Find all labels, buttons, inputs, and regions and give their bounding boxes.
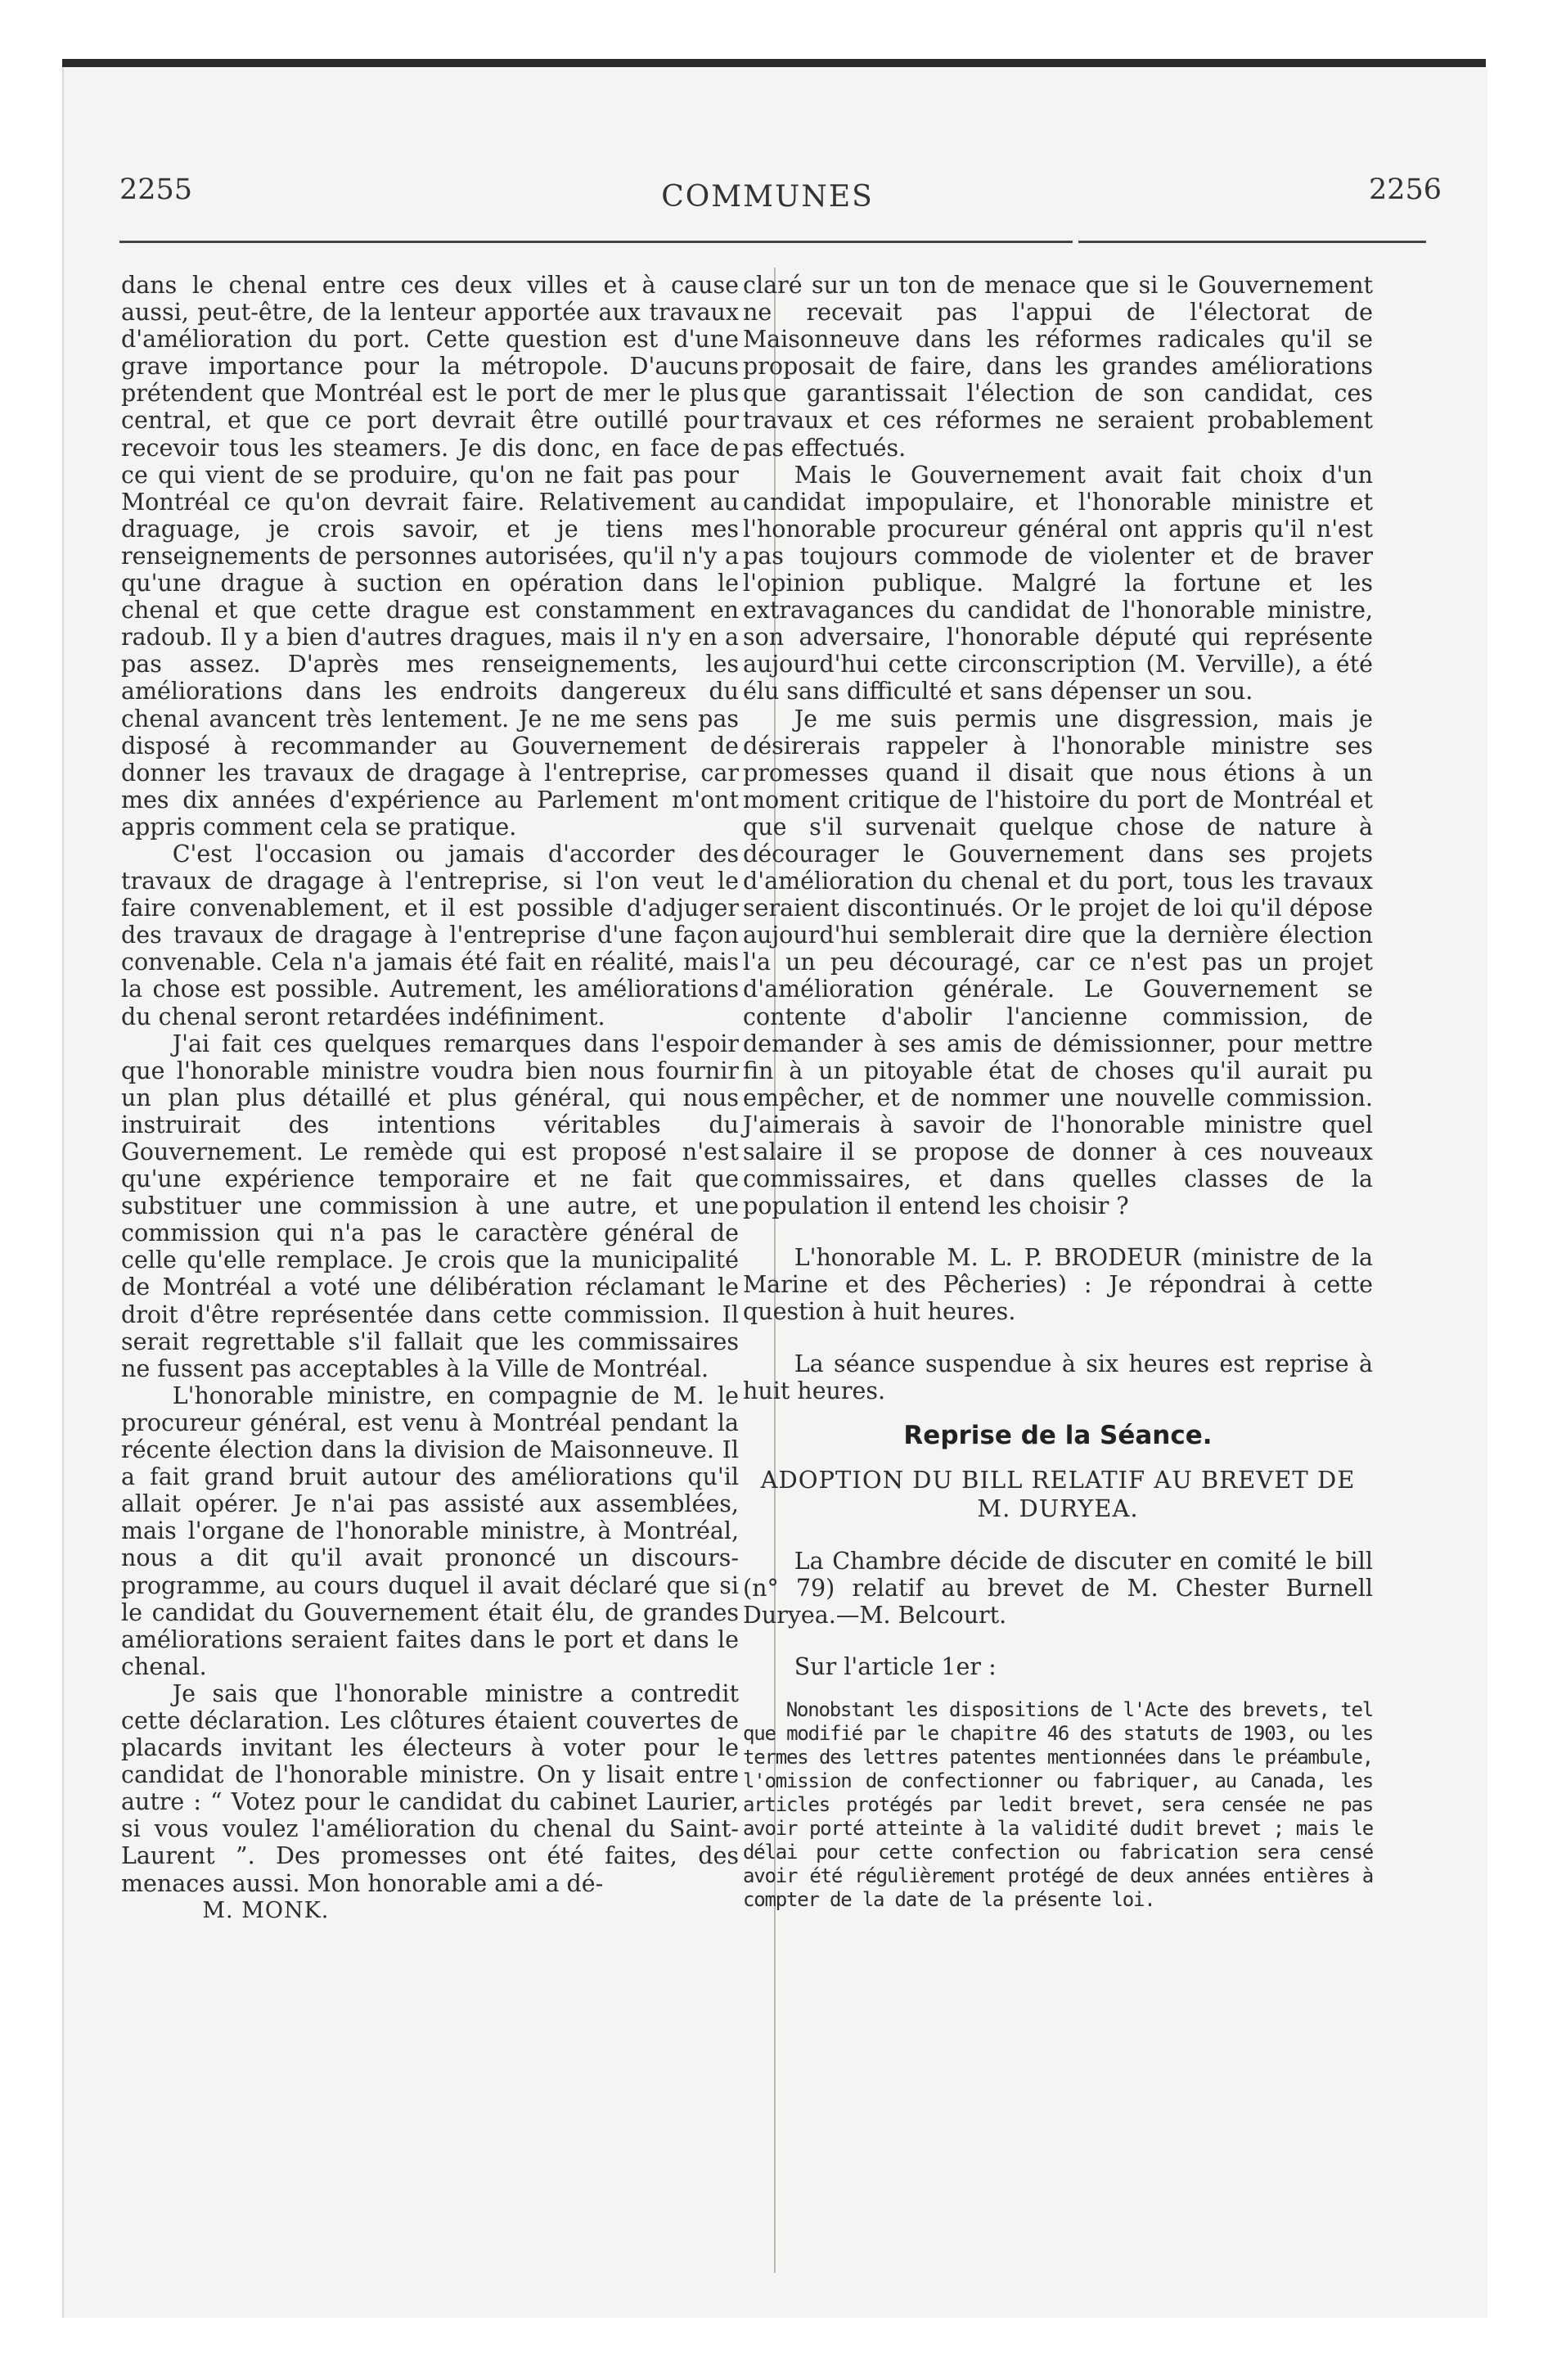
paragraph: Je me suis permis une disgression, mais je désirerais rappeler à l'honorable ministre ses promesses quand il disait que nous étions à un moment critique de l'histoire du port de Montréal et que s'il survenait quelque chose de nature à décourager le Gouvernement dans ses projets d'amélioration du chenal et du port, tous les travaux seraient discontinués. Or le projet de loi qu'il dépose aujourd'hui semblerait dire que la dernière élection l'a un peu découragé, car ce n'est pas un projet d'amélioration générale. Le Gouvernement se contente d'abolir l'ancienne commission, de demander à ses amis de démissionner, pour mettre fin à un pitoyable état de choses qu'il aurait pu empêcher, et de nommer une nouvelle commission. J'aimerais à savoir de l'honorable ministre quel salaire il se propose de donner à ces nouveaux commissaires, et dans quelles classes de la population il entend les choisir ? bbox=[743, 705, 1373, 1220]
header-rule-left bbox=[119, 241, 1073, 243]
paragraph: claré sur un ton de menace que si le Gouvernement ne recevait pas l'appui de l'électorat de Maisonneuve dans les réformes radicales qu'il se proposait de faire, dans les grandes améliorations que garantissait l'élection de son candidat, ces travaux et ces réformes ne seraient probablement pas effectués. bbox=[743, 272, 1373, 462]
paragraph: La Chambre décide de discuter en comité le bill (n° 79) relatif au brevet de M. Chester Burnell Duryea.—M. Belcourt. bbox=[743, 1547, 1373, 1629]
article-intro: Sur l'article 1er : bbox=[794, 1653, 997, 1681]
spacer bbox=[743, 1680, 1373, 1698]
left-column bbox=[121, 272, 739, 1924]
paragraph: La séance suspendue à six heures est reprise à huit heures. bbox=[743, 1350, 1373, 1404]
spacer bbox=[743, 1326, 1373, 1350]
page-number-right: 2256 bbox=[1369, 174, 1442, 206]
paragraph: Je sais que l'honorable ministre a contredit cette déclaration. Les clôtures étaient couvertes de placards invitant les électeurs à voter pour le candidat de l'honorable ministre. On y lisait entre autre : “ Votez pour le candidat du cabinet Laurier, si vous voulez l'amélioration du chenal du Saint-Laurent ”. Des promesses ont été faites, des menaces aussi. Mon honorable ami a dé- bbox=[121, 1679, 739, 1897]
quoted-article: Nonobstant les dispositions de l'Acte des brevets, tel que modifié par le chapitre 46 des statuts de 1903, ou les termes des lettres patentes mentionnées dans le préambule, l'omission de confectionner ou fabriquer, au Canada, les articles protégés par ledit brevet, sera censée ne pas avoir porté atteinte à la validité dudit brevet ; mais le délai pour cette confection ou fabrication sera censé avoir été régulièrement protégé de deux années entières à compter de la date de la présente loi. bbox=[743, 1698, 1373, 1912]
spacer bbox=[743, 1219, 1373, 1244]
page-number-left: 2255 bbox=[119, 174, 193, 206]
section-heading: Reprise de la Séance. bbox=[903, 1420, 1213, 1450]
paragraph: C'est l'occasion ou jamais d'accorder des travaux de dragage à l'entreprise, si l'on veut le faire convenablement, et il est possible d'adjuger des travaux de dragage à l'entreprise d'une façon convenable. Cela n'a jamais été fait en réalité, mais la chose est possible. Autrement, les améliorations du chenal seront retardées indéfiniment. bbox=[121, 840, 739, 1030]
scan-top-border bbox=[62, 59, 1486, 67]
paragraph: dans le chenal entre ces deux villes et à cause aussi, peut-être, de la lenteur apportée aux travaux d'amélioration du port. Cette question est d'une grave importance pour la métropole. D'aucuns prétendent que Montréal est le port de mer le plus central, et que ce port devrait être outillé pour recevoir tous les steamers. Je dis donc, en face de ce qui vient de se produire, qu'on ne fait pas pour Montréal ce qu'on devrait faire. Relativement au draguage, je crois savoir, et je tiens mes renseignements de personnes autorisées, qu'il n'y a qu'une drague à suction en opération dans le chenal et que cette drague est constamment en radoub. Il y a bien d'autres dragues, mais il n'y en a pas assez. D'après mes renseignements, les améliorations dans les endroits dangereux du chenal avancent très lentement. Je ne me sens pas disposé à recommander au Gouvernement de donner les travaux de dragage à l'entreprise, car mes dix années d'expérience au Parlement m'ont appris comment cela se pratique. bbox=[121, 272, 739, 841]
bill-title: ADOPTION DU BILL RELATIF AU BREVET DE M. DURYEA. bbox=[760, 1465, 1356, 1522]
paragraph: Mais le Gouvernement avait fait choix d'un candidat impopulaire, et l'honorable ministre et l'honorable procureur général ont appris qu'il n'est pas toujours commode de violenter et de braver l'opinion publique. Malgré la fortune et les extravagances du candidat de l'honorable ministre, son adversaire, l'honorable député qui représente aujourd'hui cette circonscription (M. Verville), a été élu sans difficulté et sans dépenser un sou. bbox=[743, 461, 1373, 705]
running-title: COMMUNES bbox=[661, 180, 874, 214]
speaker-marker: M. MONK. bbox=[202, 1897, 330, 1923]
page-header bbox=[64, 67, 1487, 231]
paragraph: L'honorable M. L. P. BRODEUR (ministre de la Marine et des Pêcheries) : Je répondrai à cette question à huit heures. bbox=[743, 1244, 1373, 1326]
right-column bbox=[743, 272, 1373, 1912]
document-page bbox=[62, 67, 1487, 2318]
paragraph: J'ai fait ces quelques remarques dans l'espoir que l'honorable ministre voudra bien nous fournir un plan plus détaillé et plus général, qui nous instruirait des intentions véritables du Gouvernement. Le remède qui est proposé n'est qu'une expérience temporaire et ne fait que substituer une commission à une autre, et une commission qui n'a pas le caractère général de celle qu'elle remplace. Je crois que la municipalité de Montréal a voté une délibération réclamant le droit d'être représentée dans cette commission. Il serait regrettable s'il fallait que les commissaires ne fussent pas acceptables à la Ville de Montréal. bbox=[121, 1030, 739, 1382]
header-rule-right bbox=[1078, 241, 1426, 243]
paragraph: L'honorable ministre, en compagnie de M. le procureur général, est venu à Montréal pendant la récente élection dans la division de Maisonneuve. Il a fait grand bruit autour des améliorations qu'il allait opérer. Je n'ai pas assisté aux assemblées, mais l'organe de l'honorable ministre, à Montréal, nous a dit qu'il avait prononcé un discours-programme, au cours duquel il avait déclaré que si le candidat du Gouvernement était élu, de grandes améliorations seraient faites dans le port et dans le chenal. bbox=[121, 1382, 739, 1680]
spacer bbox=[743, 1629, 1373, 1653]
